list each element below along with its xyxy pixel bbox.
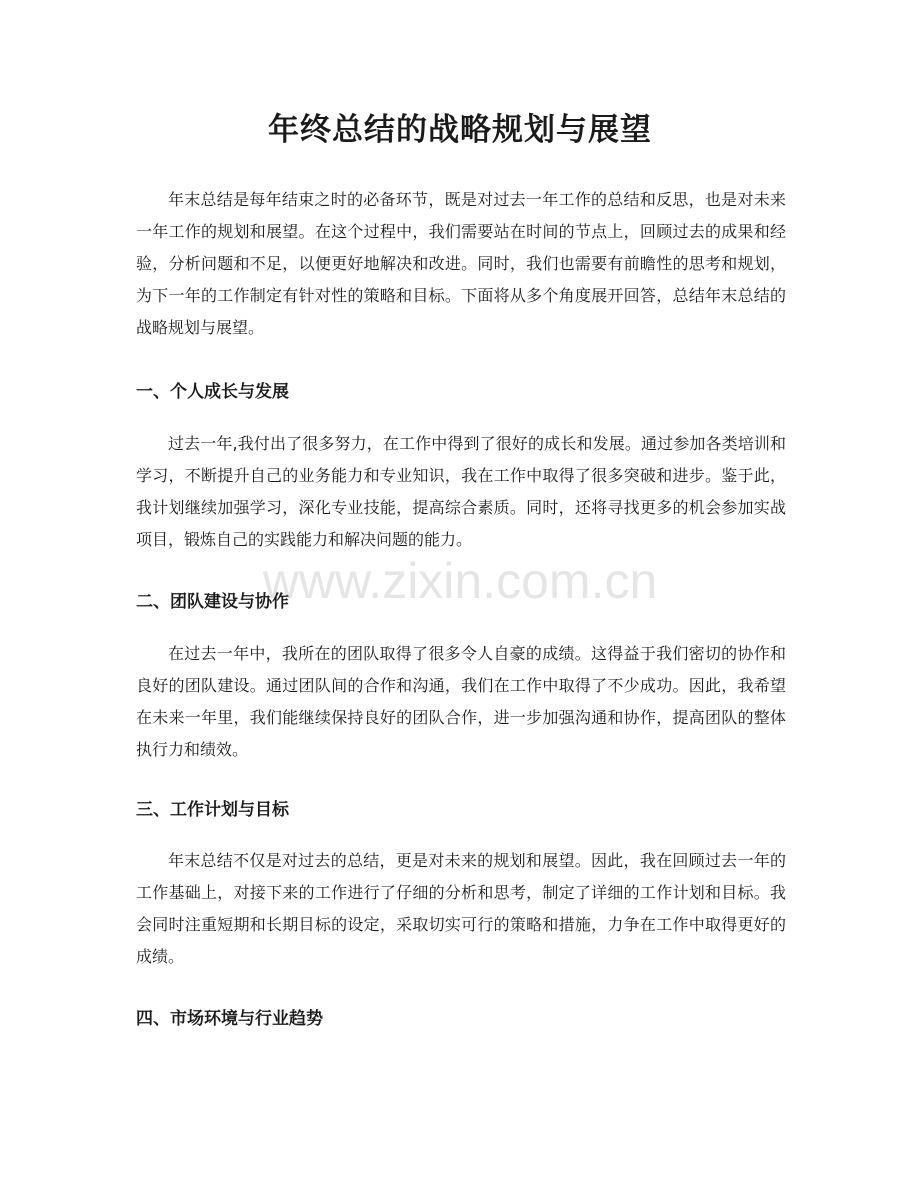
section-heading-personal-growth: 一、个人成长与发展 [136, 382, 289, 402]
section-heading-work-plan: 三、工作计划与目标 [136, 800, 289, 820]
section-heading-market-trends: 四、市场环境与行业趋势 [136, 1009, 323, 1029]
section-paragraph-personal-growth: 过去一年,我付出了很多努力，在工作中得到了很好的成长和发展。通过参加各类培训和学习，不断提升自己的业务能力和专业知识，我在工作中取得了很多突破和进步。鉴于此，我计划继续加强学习，深化专业技能，提高综合素质。同时，还将寻找更多的机会参加实战项目，锻炼自己的实践能力和解决问题的能力。 [136, 434, 786, 549]
section-paragraph-work-plan: 年末总结不仅是对过去的总结，更是对未来的规划和展望。因此，我在回顾过去一年的工作基础上，对接下来的工作进行了仔细的分析和思考，制定了详细的工作计划和目标。我会同时注重短期和长期目标的设定，采取切实可行的策略和措施，力争在工作中取得更好的成绩。 [136, 851, 786, 966]
section-paragraph-team-building: 在过去一年中，我所在的团队取得了很多令人自豪的成绩。这得益于我们密切的协作和良好的团队建设。通过团队间的合作和沟通，我们在工作中取得了不少成功。因此，我希望在未来一年里，我们能继续保持良好的团队合作，进一步加强沟通和协作，提高团队的整体执行力和绩效。 [136, 644, 786, 759]
section-heading-team-building: 二、团队建设与协作 [136, 592, 289, 612]
intro-paragraph: 年末总结是每年结束之时的必备环节，既是对过去一年工作的总结和反思，也是对未来一年工作的规划和展望。在这个过程中，我们需要站在时间的节点上，回顾过去的成果和经验，分析问题和不足，以便更好地解决和改进。同时，我们也需要有前瞻性的思考和规划，为下一年的工作制定有针对性的策略和目标。下面将从多个角度展开回答，总结年末总结的战略规划与展望。 [136, 190, 786, 337]
watermark: www.zixin.com.cn [262, 553, 658, 609]
page-title: 年终总结的战略规划与展望 [268, 112, 652, 148]
